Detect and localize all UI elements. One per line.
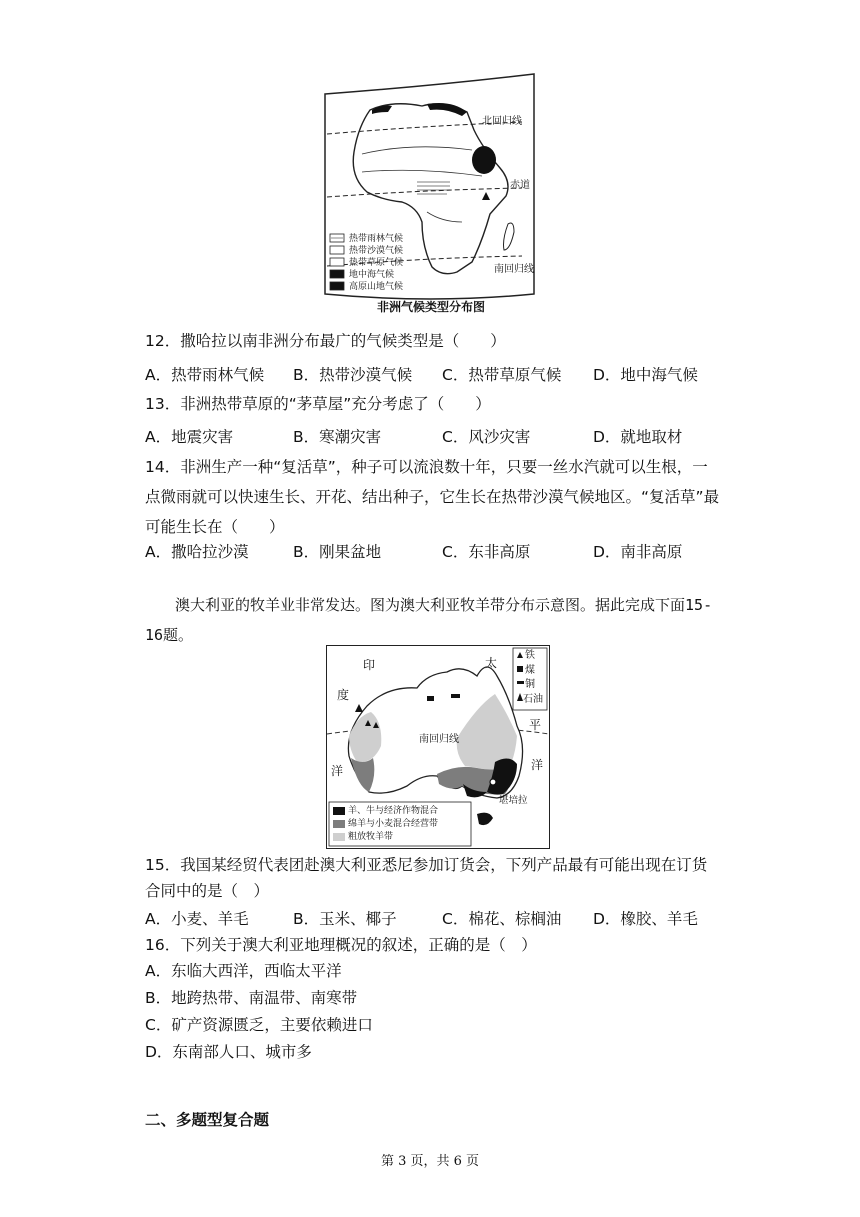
legend-item: 热带雨林气候 xyxy=(349,234,404,244)
legend-iron: 铁 xyxy=(525,650,535,661)
australia-sheep-map xyxy=(326,645,550,849)
option-b: B．刚果盆地 xyxy=(293,543,382,561)
legend-coal: 煤 xyxy=(525,664,535,676)
section-title: 二、多题型复合题 xyxy=(145,1111,270,1129)
label-canberra: 堪培拉 xyxy=(499,795,528,806)
question-16-stem: 16．下列关于澳大利亚地理概况的叙述，正确的是（ ） xyxy=(145,936,537,954)
legend-item: 高原山地气候 xyxy=(349,282,404,292)
option-c: C．东非高原 xyxy=(442,543,531,561)
question-16-option-c: C．矿产资源匮乏，主要依赖进口 xyxy=(145,1016,373,1034)
question-14-stem: 14．非洲生产一种“复活草”，种子可以流浪数十年，只要一丝水汽就可以生根，一点微雨就可以快速生长、开花、结出种子，它生长在热带沙漠气候地区。“复活草”最可能生长在（ ） xyxy=(145,458,720,536)
legend-item: 地中海气候 xyxy=(349,270,395,280)
option-b: B．寒潮灾害 xyxy=(293,428,382,446)
option-c: C．风沙灾害 xyxy=(442,428,531,446)
legend-extensive: 粗放牧羊带 xyxy=(348,832,394,842)
africa-map-caption: 非洲气候类型分布图 xyxy=(377,300,486,314)
ocean-label-pacific-2: 平 xyxy=(529,718,542,732)
option-a: A．撒哈拉沙漠 xyxy=(145,543,249,561)
label-tropic-north: 北回归线 xyxy=(482,116,522,127)
page-footer: 第 3 页，共 6 页 xyxy=(380,1154,480,1169)
label-equator: 赤道 xyxy=(510,180,530,191)
option-d: D．地中海气候 xyxy=(593,366,698,384)
resource-legend xyxy=(525,649,543,707)
option-d: D．就地取材 xyxy=(593,428,683,446)
label-tropic-south: 南回归线 xyxy=(494,264,534,275)
question-16-option-a: A．东临大西洋，西临太平洋 xyxy=(145,962,342,980)
option-b: B．玉米、椰子 xyxy=(293,910,397,928)
ocean-label-indian-1: 印 xyxy=(363,658,376,672)
zone-legend xyxy=(348,805,438,844)
option-c: C．热带草原气候 xyxy=(442,366,562,384)
ocean-label-indian-3: 洋 xyxy=(331,764,344,778)
legend-wheat-sheep: 绵羊与小麦混合经营带 xyxy=(348,819,439,829)
question-16-option-b: B．地跨热带、南温带、南寒带 xyxy=(145,989,358,1007)
question-15-stem: 15．我国某经贸代表团赴澳大利亚悉尼参加订货会，下列产品最有可能出现在订货合同中的是（ ） xyxy=(145,856,708,900)
question-16-option-d: D．东南部人口、城市多 xyxy=(145,1043,312,1061)
question-12-stem: 12．撒哈拉以南非洲分布最广的气候类型是（ ） xyxy=(145,332,506,350)
ocean-label-indian-2: 度 xyxy=(337,688,350,702)
option-d: D．橡胶、羊毛 xyxy=(593,910,698,928)
option-c: C．棉花、棕榈油 xyxy=(442,910,562,928)
ocean-label-pacific-3: 洋 xyxy=(531,758,544,772)
legend-item: 热带沙漠气候 xyxy=(349,246,404,256)
legend-oil: 石油 xyxy=(523,693,543,705)
option-a: A．热带雨林气候 xyxy=(145,366,265,384)
question-13-stem: 13．非洲热带草原的“茅草屋”充分考虑了（ ） xyxy=(145,395,491,413)
legend-mixed: 羊、牛与经济作物混合 xyxy=(348,806,439,816)
option-d: D．南非高原 xyxy=(593,543,683,561)
africa-climate-map xyxy=(322,72,538,320)
ocean-label-pacific-1: 太 xyxy=(485,656,498,670)
section-intro: 澳大利亚的牧羊业非常发达。图为澳大利亚牧羊带分布示意图。据此完成下面15-16题。 xyxy=(145,596,713,644)
option-a: A．地震灾害 xyxy=(145,428,234,446)
option-a: A．小麦、羊毛 xyxy=(145,910,249,928)
africa-legend xyxy=(349,233,403,293)
legend-copper: 铜 xyxy=(525,679,535,690)
label-tropic-capricorn: 南回归线 xyxy=(419,734,459,745)
legend-item: 热带草原气候 xyxy=(349,258,404,268)
option-b: B．热带沙漠气候 xyxy=(293,366,413,384)
